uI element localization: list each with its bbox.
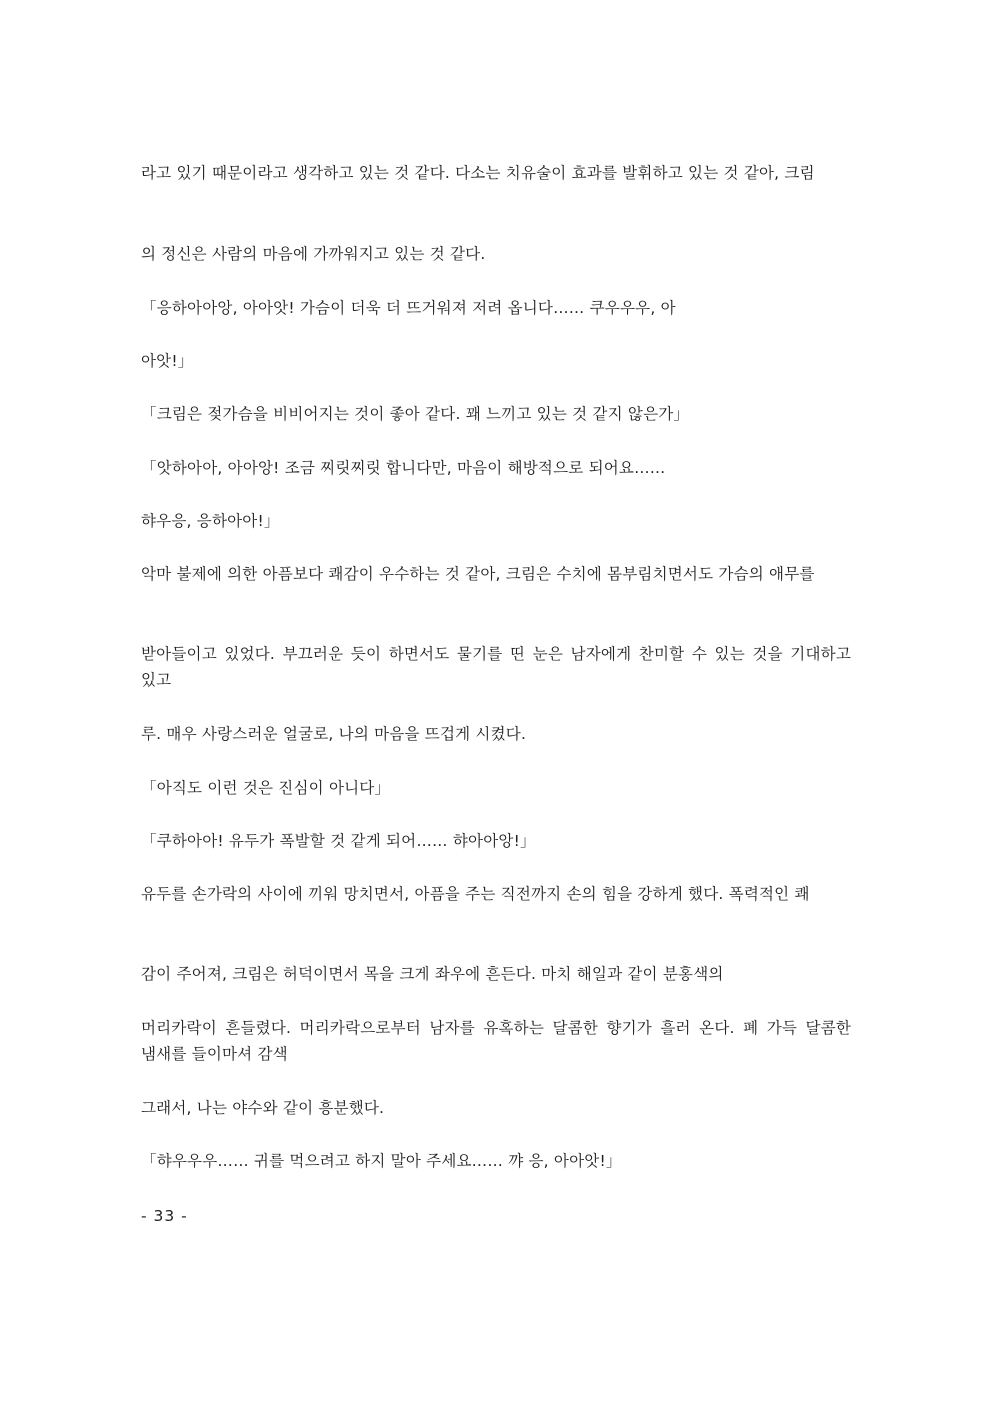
paragraph-8: 악마 불제에 의한 아픔보다 쾌감이 우수하는 것 같아, 크림은 수치에 몸부림치면서도 가슴의 애무를 — [141, 565, 815, 583]
paragraph-13: 유두를 손가락의 사이에 끼워 망치면서, 아픔을 주는 직전까지 손의 힘을 강하게 했다. 폭력적인 쾌 — [141, 885, 810, 903]
paragraph-1: 라고 있기 때문이라고 생각하고 있는 것 같다. 다소는 치유술이 효과를 발휘하고 있는 것 같아, 크림 — [141, 164, 815, 182]
paragraph-14: 감이 주어져, 크림은 허덕이면서 목을 크게 좌우에 흔든다. 마치 해일과 같이 분홍색의 — [141, 965, 724, 983]
paragraph-12: 「쿠하아아! 유두가 폭발할 것 같게 되어…… 햐아아앙!」 — [141, 832, 536, 850]
paragraph-3: 「응하아아앙, 아아앗! 가슴이 더욱 더 뜨거워져 저려 옵니다…… 쿠우우우, 아 — [141, 299, 676, 317]
paragraph-9: 받아들이고 있었다. 부끄러운 듯이 하면서도 물기를 띤 눈은 남자에게 찬미할 수 있는 것을 기대하고 있고 — [141, 645, 851, 689]
paragraph-6: 「앗하아아, 아아앙! 조금 찌릿찌릿 합니다만, 마음이 해방적으로 되어요…… — [141, 459, 666, 477]
paragraph-11: 「아직도 이런 것은 진심이 아니다」 — [141, 779, 391, 797]
paragraph-2: 의 정신은 사람의 마음에 가까워지고 있는 것 같다. — [141, 245, 486, 263]
page-number: - 33 - — [141, 1207, 188, 1225]
paragraph-17: 「햐우우우…… 귀를 먹으려고 하지 말아 주세요…… 꺄 응, 아아앗!」 — [141, 1152, 622, 1170]
paragraph-5: 「크림은 젖가슴을 비비어지는 것이 좋아 같다. 꽤 느끼고 있는 것 같지 않은가」 — [141, 405, 690, 423]
paragraph-7: 햐우응, 응하아아!」 — [141, 512, 280, 530]
paragraph-15: 머리카락이 흔들렸다. 머리카락으로부터 남자를 유혹하는 달콤한 향기가 흘러 온다. 폐 가득 달콤한 냄새를 들이마셔 감색 — [141, 1019, 851, 1063]
paragraph-4: 아앗!」 — [141, 352, 194, 370]
paragraph-16: 그래서, 나는 야수와 같이 흥분했다. — [141, 1099, 385, 1117]
paragraph-10: 루. 매우 사랑스러운 얼굴로, 나의 마음을 뜨겁게 시켰다. — [141, 725, 527, 743]
